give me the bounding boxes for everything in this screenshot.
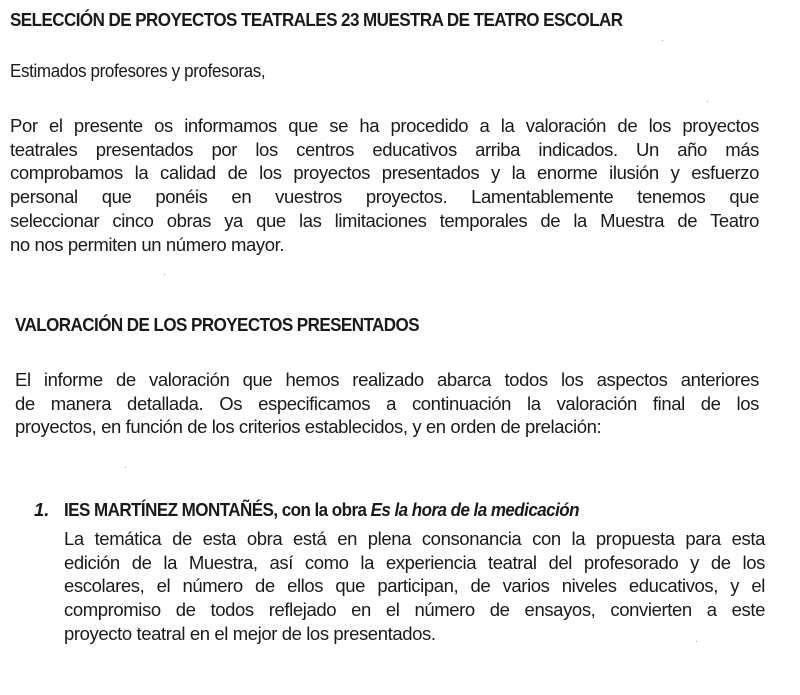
play-title: Es la hora de la medicación	[370, 499, 579, 520]
scan-speck	[696, 641, 697, 642]
paragraph-line: El informe de valoración que hemos realizado abarca todos los aspectos anteriores	[15, 369, 759, 390]
scan-speck	[164, 274, 165, 275]
list-item-number: 1.	[34, 499, 50, 520]
list-item-description	[64, 527, 765, 646]
paragraph-line: proyecto teatral en el mejor de los presentados.	[64, 622, 436, 644]
paragraph-line: comprobamos la calidad de los proyectos presentados y la enorme ilusión y esfuerzo	[10, 162, 759, 184]
paragraph-line: teatrales presentados por los centros educativos arriba indicados. Un año más	[10, 138, 759, 160]
paragraph-line: personal que ponéis en vuestros proyectos. Lamentablemente tenemos que	[10, 186, 759, 208]
section-heading: VALORACIÓN DE LOS PROYECTOS PRESENTADOS	[15, 314, 420, 335]
scan-speck	[707, 101, 708, 102]
paragraph-line: seleccionar cinco obras ya que las limitaciones temporales de la Muestra de Teatro	[10, 209, 759, 231]
school-name: IES MARTÍNEZ MONTAÑÉS, con la obra	[64, 499, 371, 520]
section-paragraph	[15, 368, 759, 439]
list-item-heading	[64, 499, 579, 521]
greeting: Estimados profesores y profesoras,	[10, 60, 266, 81]
scan-speck	[125, 467, 126, 468]
paragraph-line: no nos permiten un número mayor.	[10, 233, 285, 255]
paragraph-line: edición de la Muestra, así como la experiencia teatral del profesorado y de los	[64, 551, 765, 573]
intro-paragraph	[10, 114, 759, 256]
paragraph-line: Por el presente os informamos que se ha procedido a la valoración de los proyectos	[10, 115, 759, 136]
paragraph-line: de manera detallada. Os especificamos a continuación la valoración final de los	[15, 392, 759, 414]
paragraph-line: compromiso de todos reflejado en el número de ensayos, convierten a este	[64, 599, 765, 621]
paragraph-line: La temática de esta obra está en plena consonancia con la propuesta para esta	[64, 528, 765, 549]
paragraph-line: proyectos, en función de los criterios establecidos, y en orden de prelación:	[15, 416, 602, 438]
document-title: SELECCIÓN DE PROYECTOS TEATRALES 23 MUESTRA DE TEATRO ESCOLAR	[10, 9, 623, 30]
scan-speck	[662, 40, 663, 41]
paragraph-line: escolares, el número de ellos que participan, de varios niveles educativos, y el	[64, 575, 765, 597]
